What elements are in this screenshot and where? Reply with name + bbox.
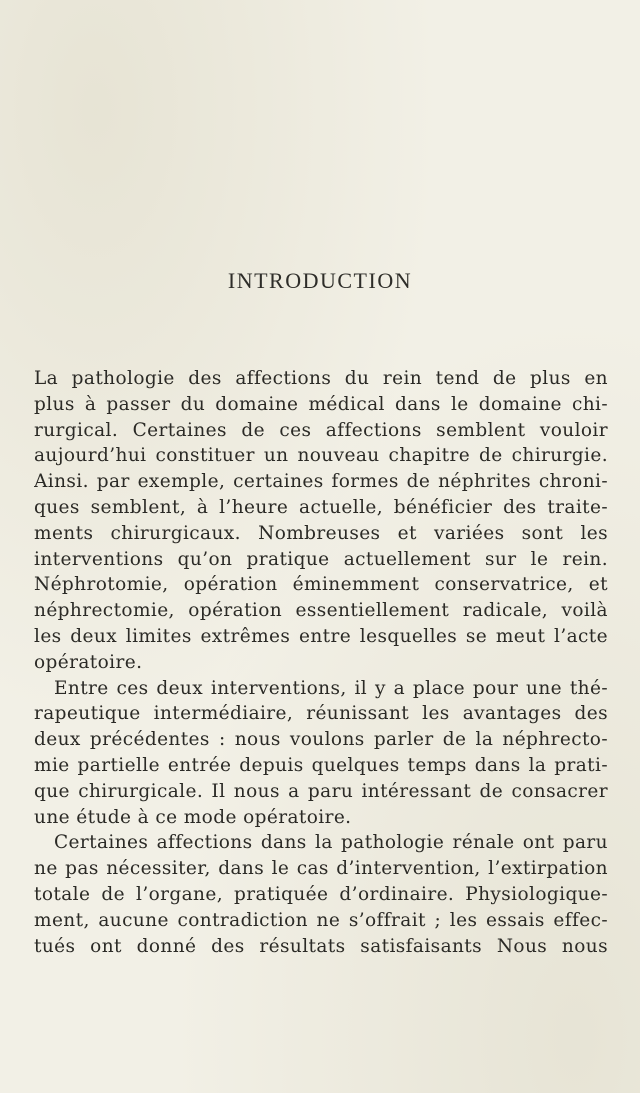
paragraph-2	[34, 676, 608, 831]
text-line: néphrectomie, opération essentiellement radicale, voilà	[34, 600, 608, 622]
paragraph-1	[34, 366, 608, 676]
text-line: que chirurgicale. Il nous a paru intéressant de consacrer	[34, 780, 608, 802]
text-line: mie partielle entrée depuis quelques temps dans la prati-	[34, 754, 608, 776]
text-line: rurgical. Certaines de ces affections semblent vouloir	[34, 419, 608, 441]
text-line: une étude à ce mode opératoire.	[34, 806, 352, 828]
text-line: ne pas nécessiter, dans le cas d’intervention, l’extirpation	[34, 858, 608, 880]
text-line: opératoire.	[34, 651, 143, 673]
text-line: deux précédentes : nous voulons parler de la néphrecto-	[34, 729, 608, 751]
text-line: interventions qu’on pratique actuellement sur le rein.	[34, 548, 608, 570]
text-line: La pathologie des affections du rein tend de plus en	[34, 368, 608, 389]
text-line: aujourd’hui constituer un nouveau chapitre de chirurgie.	[34, 445, 608, 467]
text-line: rapeutique intermédiaire, réunissant les avantages des	[34, 703, 608, 725]
text-line: Néphrotomie, opération éminemment conservatrice, et	[34, 574, 608, 596]
text-line: ments chirurgicaux. Nombreuses et variées sont les	[34, 522, 608, 544]
text-line: tués ont donné des résultats satisfaisants Nous nous	[34, 935, 608, 957]
text-line: Certaines affections dans la pathologie rénale ont paru	[54, 832, 608, 854]
text-line: ques semblent, à l’heure actuelle, bénéficier des traite-	[34, 496, 608, 518]
text-line: ment, aucune contradiction ne s’offrait ; les essais effec-	[34, 909, 608, 931]
text-line: totale de l’organe, pratiquée d’ordinaire. Physiologique-	[34, 883, 608, 905]
text-line: Entre ces deux interventions, il y a place pour une thé-	[54, 677, 608, 699]
text-line: les deux limites extrêmes entre lesquelles se meut l’acte	[34, 625, 608, 647]
body-text	[34, 366, 608, 959]
paragraph-3	[34, 830, 608, 959]
text-line: plus à passer du domaine médical dans le domaine chi-	[34, 393, 608, 415]
text-line: Ainsi. par exemple, certaines formes de néphrites chroni-	[34, 471, 608, 493]
chapter-heading: INTRODUCTION	[227, 268, 413, 293]
